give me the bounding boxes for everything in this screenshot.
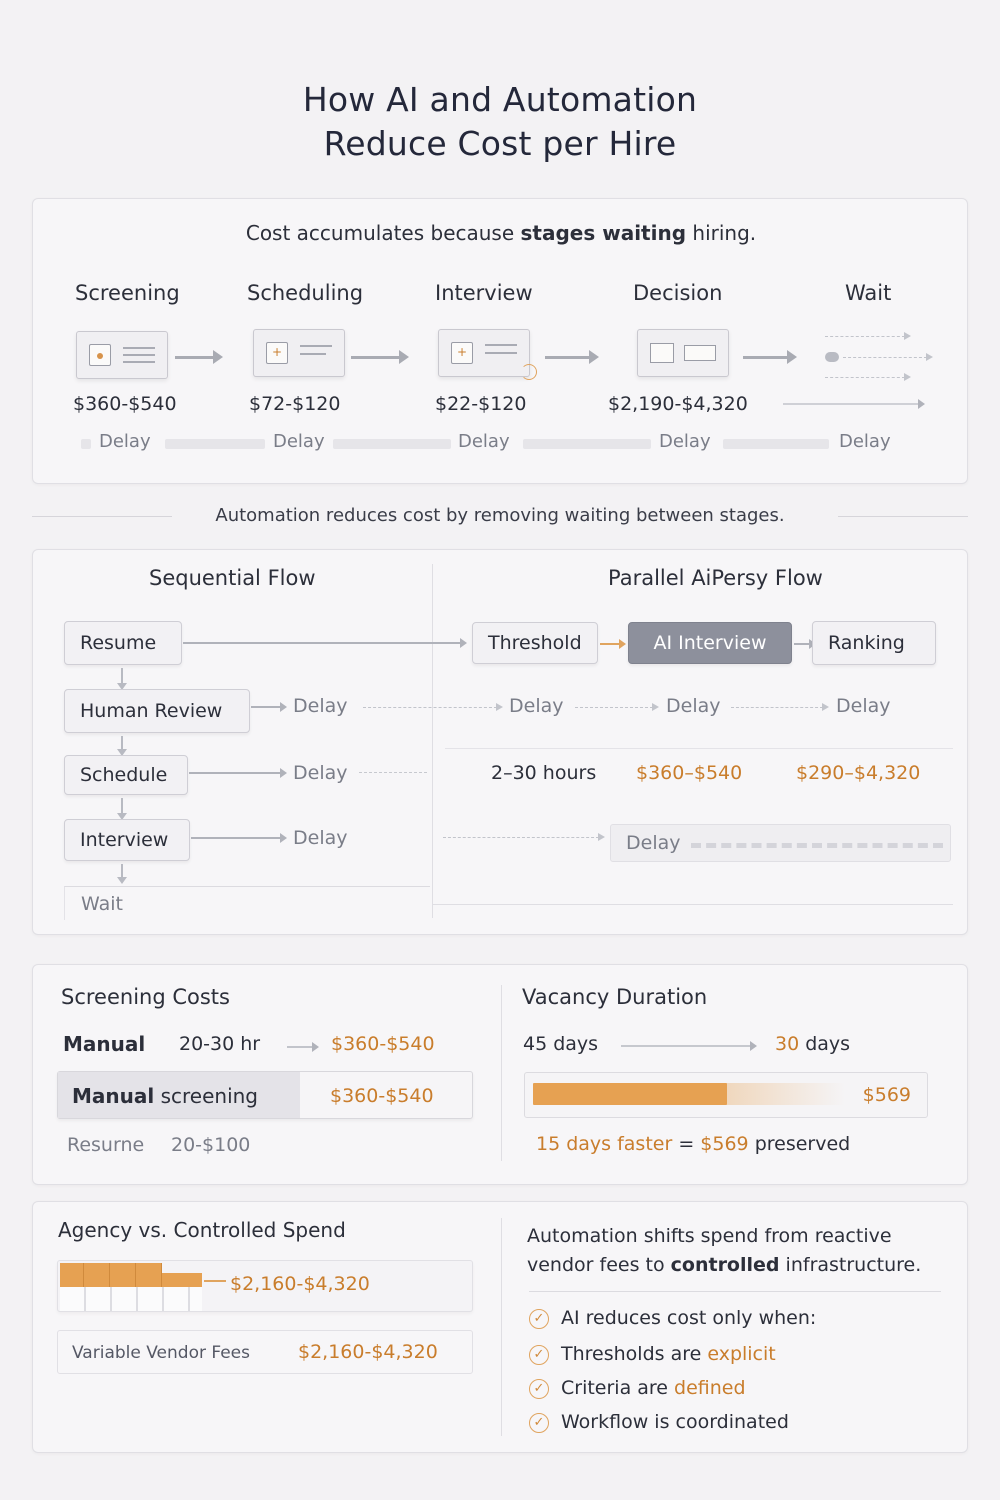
step-label: Human Review: [80, 700, 223, 722]
sequential-flow-title: Sequential Flow: [149, 566, 316, 590]
vacancy-from: 45 days: [523, 1033, 599, 1055]
arrow-ai-to-ranking: [794, 643, 810, 645]
agency-summary-line-1: Automation shifts spend from reactive: [527, 1225, 892, 1247]
wait-cost-arrow: [783, 403, 919, 405]
manual-screening-cost: $360-$540: [330, 1085, 434, 1107]
wait-dashed-arrow-1: [825, 336, 905, 337]
flow-comparison-panel: [32, 549, 968, 935]
arrow-resume-to-threshold: [183, 642, 461, 644]
delay-bar-1: [81, 439, 91, 449]
check-icon-3: ✓: [529, 1379, 549, 1399]
agency-summary: [527, 1222, 921, 1280]
stack-block-3: [110, 1263, 136, 1287]
delay-bar-2: [165, 439, 265, 449]
manual-label: Manual: [63, 1032, 146, 1056]
arrow-interview-delay: [191, 837, 281, 839]
interview-dash-arrow: [443, 837, 599, 838]
stage-label-decision: Decision: [633, 281, 723, 305]
vacancy-to-number: 30: [775, 1033, 800, 1055]
decision-document-icon: [637, 329, 729, 377]
manual-cost: $360-$540: [331, 1033, 435, 1055]
vacancy-bar-fade: [725, 1083, 845, 1105]
intro-text-post: hiring.: [686, 221, 757, 245]
delay-label-3: Delay: [458, 431, 510, 452]
wait-dashed-arrow-2: [843, 357, 927, 358]
arrow-schedule-delay: [189, 772, 281, 774]
parallel-dash-arrow-1: [363, 707, 497, 708]
step-label: Interview: [80, 829, 169, 851]
arrow-down-4: [121, 864, 123, 878]
parallel-dash-arrow-2: [575, 707, 653, 708]
arrow-screening-to-scheduling: [175, 356, 215, 359]
title-line-1: How AI and Automation: [302, 80, 698, 119]
checklist-highlight: defined: [674, 1377, 746, 1399]
agency-divider: [501, 1218, 502, 1436]
stack-block-5: [162, 1273, 202, 1287]
interview-document-icon: +: [438, 329, 530, 377]
parallel-delay-1: Delay: [509, 695, 564, 717]
summary-pre: vendor fees to: [527, 1254, 671, 1276]
manual-arrow: [287, 1046, 313, 1048]
manual-screening-label-rest: screening: [154, 1084, 259, 1108]
schedule-dash: [359, 772, 427, 773]
accumulation-intro: [33, 221, 969, 245]
wait-dot-icon: [825, 352, 839, 362]
sequential-step-human-review[interactable]: [64, 689, 250, 733]
parallel-step-ai-interview[interactable]: [628, 622, 792, 664]
screening-document-icon: [76, 331, 168, 379]
vacancy-arrow: [621, 1045, 751, 1047]
sequential-step-wait[interactable]: [64, 886, 430, 920]
vacancy-saved-suffix: preserved: [748, 1133, 851, 1155]
step-label: Resume: [80, 632, 157, 654]
vacancy-to-unit: days: [799, 1033, 851, 1055]
stage-cost-decision: $2,190-$4,320: [608, 393, 748, 415]
stack-block-2: [84, 1263, 110, 1287]
vacancy-summary: [536, 1133, 850, 1155]
arrow-down-1: [121, 668, 123, 684]
arrow-decision-to-wait: [743, 356, 789, 359]
stack-connector: [204, 1280, 226, 1282]
arrow-threshold-to-ai: [600, 643, 620, 645]
agency-stack-bar: [57, 1260, 473, 1312]
agency-bar-cost: $2,160-$4,320: [230, 1273, 370, 1295]
costs-vacancy-panel: [32, 964, 968, 1185]
parallel-delay-3: Delay: [836, 695, 891, 717]
checklist-text: AI reduces cost only when:: [561, 1307, 817, 1329]
vacancy-bar-fill: [533, 1083, 727, 1105]
delay-bar-3: [333, 439, 451, 449]
manual-screening-label: [72, 1084, 258, 1108]
checklist-item-1: [561, 1307, 816, 1329]
checklist-item-3: [561, 1377, 746, 1399]
sequential-divider: [432, 564, 433, 918]
step-label: Wait: [81, 893, 123, 915]
delay-label-5: Delay: [839, 431, 891, 452]
title-line-2: Reduce Cost per Hire: [323, 124, 677, 163]
manual-screening-label-bold: Manual: [72, 1084, 155, 1108]
parallel-cost-metric-b: $290–$4,320: [796, 762, 921, 784]
delay-label-2: Delay: [273, 431, 325, 452]
stage-label-screening: Screening: [75, 281, 180, 305]
arrow-down-2: [121, 736, 123, 750]
metrics-top-line: [445, 748, 953, 749]
parallel-bottom-line: [433, 904, 953, 905]
sequential-step-interview[interactable]: [64, 819, 190, 861]
checklist-divider: [529, 1291, 941, 1292]
stage-label-interview: Interview: [435, 281, 533, 305]
screening-costs-title: Screening Costs: [61, 985, 230, 1009]
step-label: AI Interview: [653, 632, 767, 654]
divider-line-right: [838, 516, 968, 517]
vacancy-bar-value: $569: [862, 1084, 911, 1106]
divider-text: Automation reduces cost by removing waiting between stages.: [215, 505, 785, 526]
delay-bar-5: [723, 439, 829, 449]
parallel-flow-title: Parallel AiPersy Flow: [608, 566, 823, 590]
parallel-time-metric: 2–30 hours: [491, 762, 597, 784]
step-label: Threshold: [488, 632, 582, 654]
parallel-delay-box-label: Delay: [626, 832, 681, 854]
resume-label: Resurne: [67, 1134, 145, 1156]
vendor-fees-row: [57, 1330, 473, 1374]
vacancy-equals: =: [672, 1133, 701, 1155]
agency-summary-line-2: [527, 1251, 921, 1280]
stack-block-4: [136, 1263, 162, 1287]
arrow-interview-to-decision: [545, 356, 591, 359]
vacancy-to: [775, 1033, 850, 1055]
parallel-step-ranking[interactable]: [812, 621, 936, 665]
vacancy-duration-title: Vacancy Duration: [522, 985, 708, 1009]
step-label: Ranking: [828, 632, 905, 654]
manual-hours: 20-30 hr: [179, 1033, 261, 1055]
step-label: Schedule: [80, 764, 168, 786]
resume-cost: 20-$100: [171, 1134, 251, 1156]
parallel-step-threshold[interactable]: [472, 622, 598, 664]
delay-label-1: Delay: [99, 431, 151, 452]
arrow-down-3: [121, 798, 123, 814]
wait-dashed-arrow-3: [825, 377, 905, 378]
intro-text-pre: Cost accumulates because: [245, 221, 521, 245]
vacancy-saved-days: 15 days faster: [536, 1133, 673, 1155]
costs-vacancy-divider: [501, 985, 502, 1161]
delay-label-4: Delay: [659, 431, 711, 452]
stack-block-1: [60, 1263, 84, 1287]
agency-title: Agency vs. Controlled Spend: [58, 1218, 346, 1242]
summary-post: infrastructure.: [779, 1254, 922, 1276]
page-title: [0, 78, 1000, 166]
interview-delay: Delay: [293, 827, 348, 849]
check-icon-1: ✓: [529, 1309, 549, 1329]
parallel-cost-metric-a: $360–$540: [636, 762, 743, 784]
sequential-step-schedule[interactable]: [64, 755, 188, 795]
checklist-text: Criteria are: [561, 1377, 675, 1399]
checklist-item-4: [561, 1411, 789, 1433]
vendor-fees-label: Variable Vendor Fees: [72, 1343, 250, 1363]
check-icon-4: ✓: [529, 1413, 549, 1433]
vacancy-bar: [524, 1072, 928, 1118]
summary-bold: controlled: [670, 1254, 780, 1276]
checklist-text: Workflow is coordinated: [561, 1411, 789, 1433]
human-review-delay: Delay: [293, 695, 348, 717]
checklist-item-2: [561, 1343, 776, 1365]
stage-label-wait: Wait: [845, 281, 892, 305]
schedule-delay: Delay: [293, 762, 348, 784]
manual-screening-bar: [57, 1071, 473, 1119]
sequential-step-resume[interactable]: [64, 621, 182, 665]
stage-cost-screening: $360-$540: [73, 393, 177, 415]
vacancy-saved-amount: $569: [700, 1133, 749, 1155]
cost-accumulation-panel: [32, 198, 968, 484]
parallel-delay-2: Delay: [666, 695, 721, 717]
stage-cost-interview: $22-$120: [435, 393, 527, 415]
intro-text-bold: stages waiting: [520, 221, 687, 245]
check-icon-2: ✓: [529, 1345, 549, 1365]
stage-label-scheduling: Scheduling: [247, 281, 364, 305]
parallel-delay-dashes: [691, 843, 943, 848]
checklist-text: Thresholds are: [561, 1343, 708, 1365]
checklist-highlight: explicit: [707, 1343, 776, 1365]
delay-bar-4: [523, 439, 651, 449]
vendor-fees-cost: $2,160-$4,320: [298, 1341, 438, 1363]
parallel-delay-box: [610, 824, 951, 862]
agency-spend-panel: [32, 1201, 968, 1453]
stack-base: [60, 1287, 202, 1311]
parallel-dash-arrow-3: [731, 707, 823, 708]
arrow-human-review-delay: [251, 706, 281, 708]
scheduling-document-icon: +: [253, 329, 345, 377]
arrow-scheduling-to-interview: [351, 356, 401, 359]
stage-cost-scheduling: $72-$120: [249, 393, 341, 415]
